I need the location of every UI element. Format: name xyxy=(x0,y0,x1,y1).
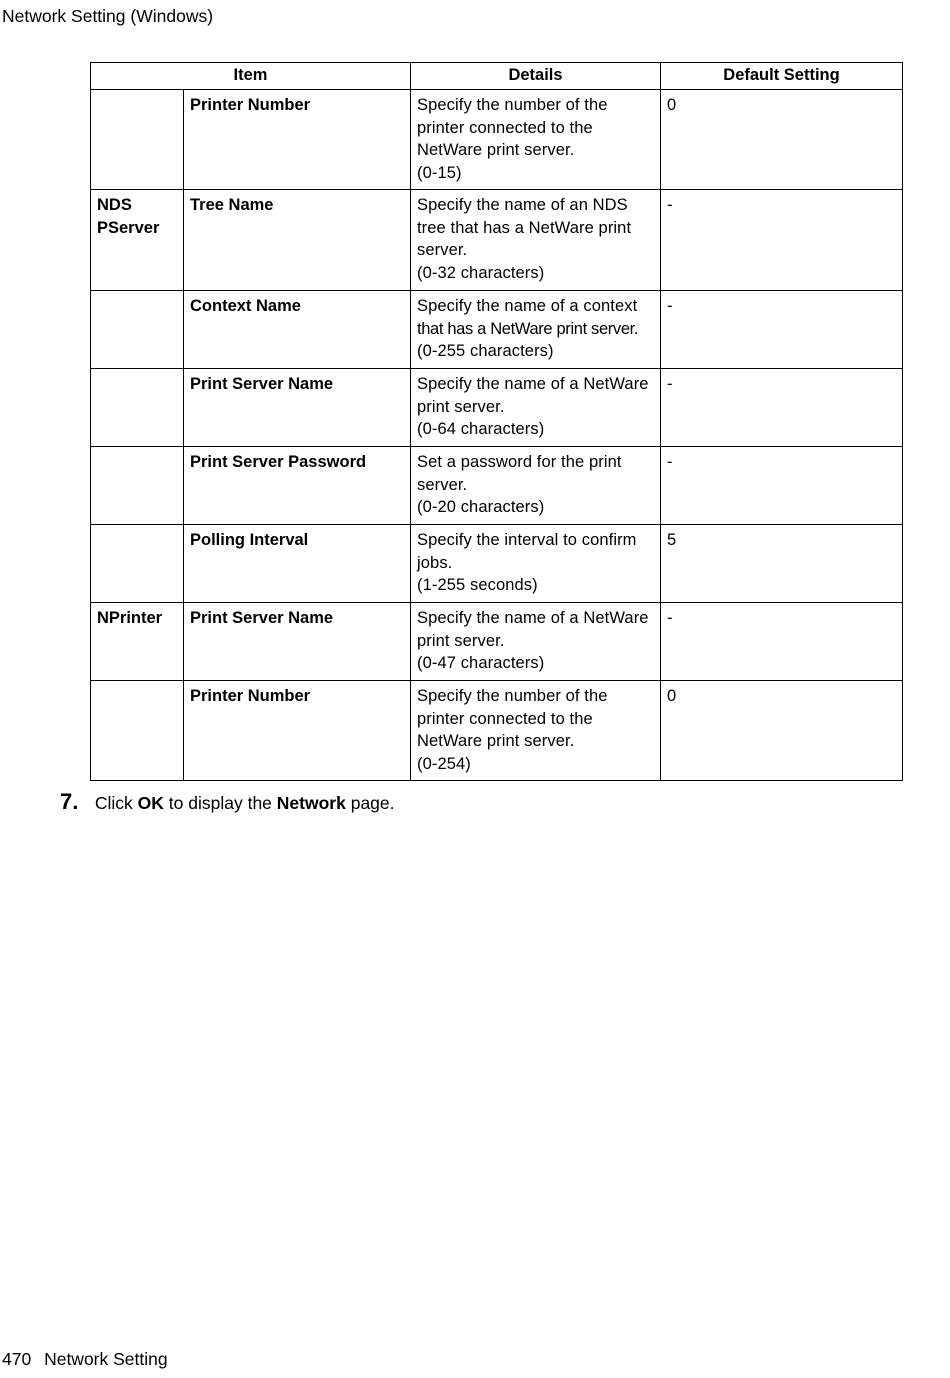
item-cell: Context Name xyxy=(184,291,411,369)
details-line: (0-255 characters) xyxy=(417,342,554,360)
details-line: (0-64 characters) xyxy=(417,420,545,438)
details-line: (0-254) xyxy=(417,754,471,773)
table-header-row xyxy=(91,63,903,90)
item-cell: Print Server Name xyxy=(184,369,411,447)
item-cell: Print Server Name xyxy=(184,603,411,681)
group-label-line: NPrinter xyxy=(97,609,163,627)
page-footer xyxy=(2,1348,168,1370)
group-cell xyxy=(91,603,184,681)
details-line: printer connected to the xyxy=(417,118,593,137)
step-text-after: page. xyxy=(345,793,395,813)
group-cell xyxy=(91,369,184,447)
item-cell: Printer Number xyxy=(184,90,411,190)
group-label-line: NDS xyxy=(97,196,132,214)
details-line: Specify the name of a NetWare xyxy=(417,609,649,627)
table-row xyxy=(91,681,903,781)
table-row xyxy=(91,90,903,190)
details-line: Specify the name of a NetWare xyxy=(417,375,649,393)
item-cell: Printer Number xyxy=(184,681,411,781)
running-header: Network Setting (Windows) xyxy=(2,6,214,26)
step-instruction xyxy=(60,788,395,817)
default-setting-cell: - xyxy=(661,603,903,681)
details-line: Specify the name of an NDS xyxy=(417,196,628,214)
details-cell xyxy=(411,291,661,369)
details-line: print server. xyxy=(417,397,505,416)
details-line: server. xyxy=(417,475,468,494)
details-line: NetWare print server. xyxy=(417,141,575,159)
column-header-item: Item xyxy=(91,63,411,90)
details-line: Set a password for the print xyxy=(417,453,622,471)
details-line: server. xyxy=(417,241,468,259)
step-text-middle: to display the xyxy=(168,793,272,813)
item-cell: Tree Name xyxy=(184,190,411,291)
details-cell xyxy=(411,681,661,781)
default-setting-cell: - xyxy=(661,291,903,369)
details-line: that has a NetWare print server. xyxy=(417,319,639,338)
details-line: print server. xyxy=(417,631,505,650)
group-cell xyxy=(91,90,184,190)
details-line: (0-32 characters) xyxy=(417,263,545,282)
details-line: printer connected to the xyxy=(417,709,593,728)
details-line: (1-255 seconds) xyxy=(417,576,538,594)
details-cell xyxy=(411,369,661,447)
step-text-before: Click xyxy=(94,793,133,813)
footer-section-title: Network Setting xyxy=(44,1349,168,1369)
table-body xyxy=(91,90,903,781)
details-line: NetWare print server. xyxy=(417,732,575,750)
default-setting-cell: - xyxy=(661,369,903,447)
group-cell xyxy=(91,447,184,525)
table-row xyxy=(91,369,903,447)
default-setting-cell: 5 xyxy=(661,525,903,603)
table-row xyxy=(91,447,903,525)
details-line: (0-15) xyxy=(417,163,462,182)
table-row xyxy=(91,291,903,369)
column-header-details: Details xyxy=(411,63,661,90)
settings-table xyxy=(90,62,903,781)
group-label-line: PServer xyxy=(97,218,160,237)
group-cell xyxy=(91,681,184,781)
group-cell xyxy=(91,190,184,291)
details-cell xyxy=(411,90,661,190)
details-cell xyxy=(411,190,661,291)
details-cell xyxy=(411,525,661,603)
ok-button-reference: OK xyxy=(137,793,164,813)
details-line: (0-20 characters) xyxy=(417,498,545,516)
details-line: (0-47 characters) xyxy=(417,654,545,672)
default-setting-cell: - xyxy=(661,190,903,291)
table-row xyxy=(91,190,903,291)
item-cell: Polling Interval xyxy=(184,525,411,603)
network-page-reference: Network xyxy=(276,793,346,813)
group-cell xyxy=(91,291,184,369)
page-number: 470 xyxy=(2,1349,32,1369)
details-cell xyxy=(411,603,661,681)
details-line: jobs. xyxy=(417,553,453,572)
step-number: 7. xyxy=(60,789,79,814)
column-header-default-setting: Default Setting xyxy=(661,63,903,90)
item-cell: Print Server Password xyxy=(184,447,411,525)
default-setting-cell: - xyxy=(661,447,903,525)
default-setting-cell: 0 xyxy=(661,681,903,781)
details-line: Specify the number of the xyxy=(417,96,608,114)
details-line: Specify the number of the xyxy=(417,687,608,705)
table-row xyxy=(91,525,903,603)
table-row xyxy=(91,603,903,681)
details-cell xyxy=(411,447,661,525)
details-line: Specify the interval to confirm xyxy=(417,531,637,549)
details-line: tree that has a NetWare print xyxy=(417,218,632,237)
details-line: Specify the name of a context xyxy=(417,297,638,315)
default-setting-cell: 0 xyxy=(661,90,903,190)
group-cell xyxy=(91,525,184,603)
